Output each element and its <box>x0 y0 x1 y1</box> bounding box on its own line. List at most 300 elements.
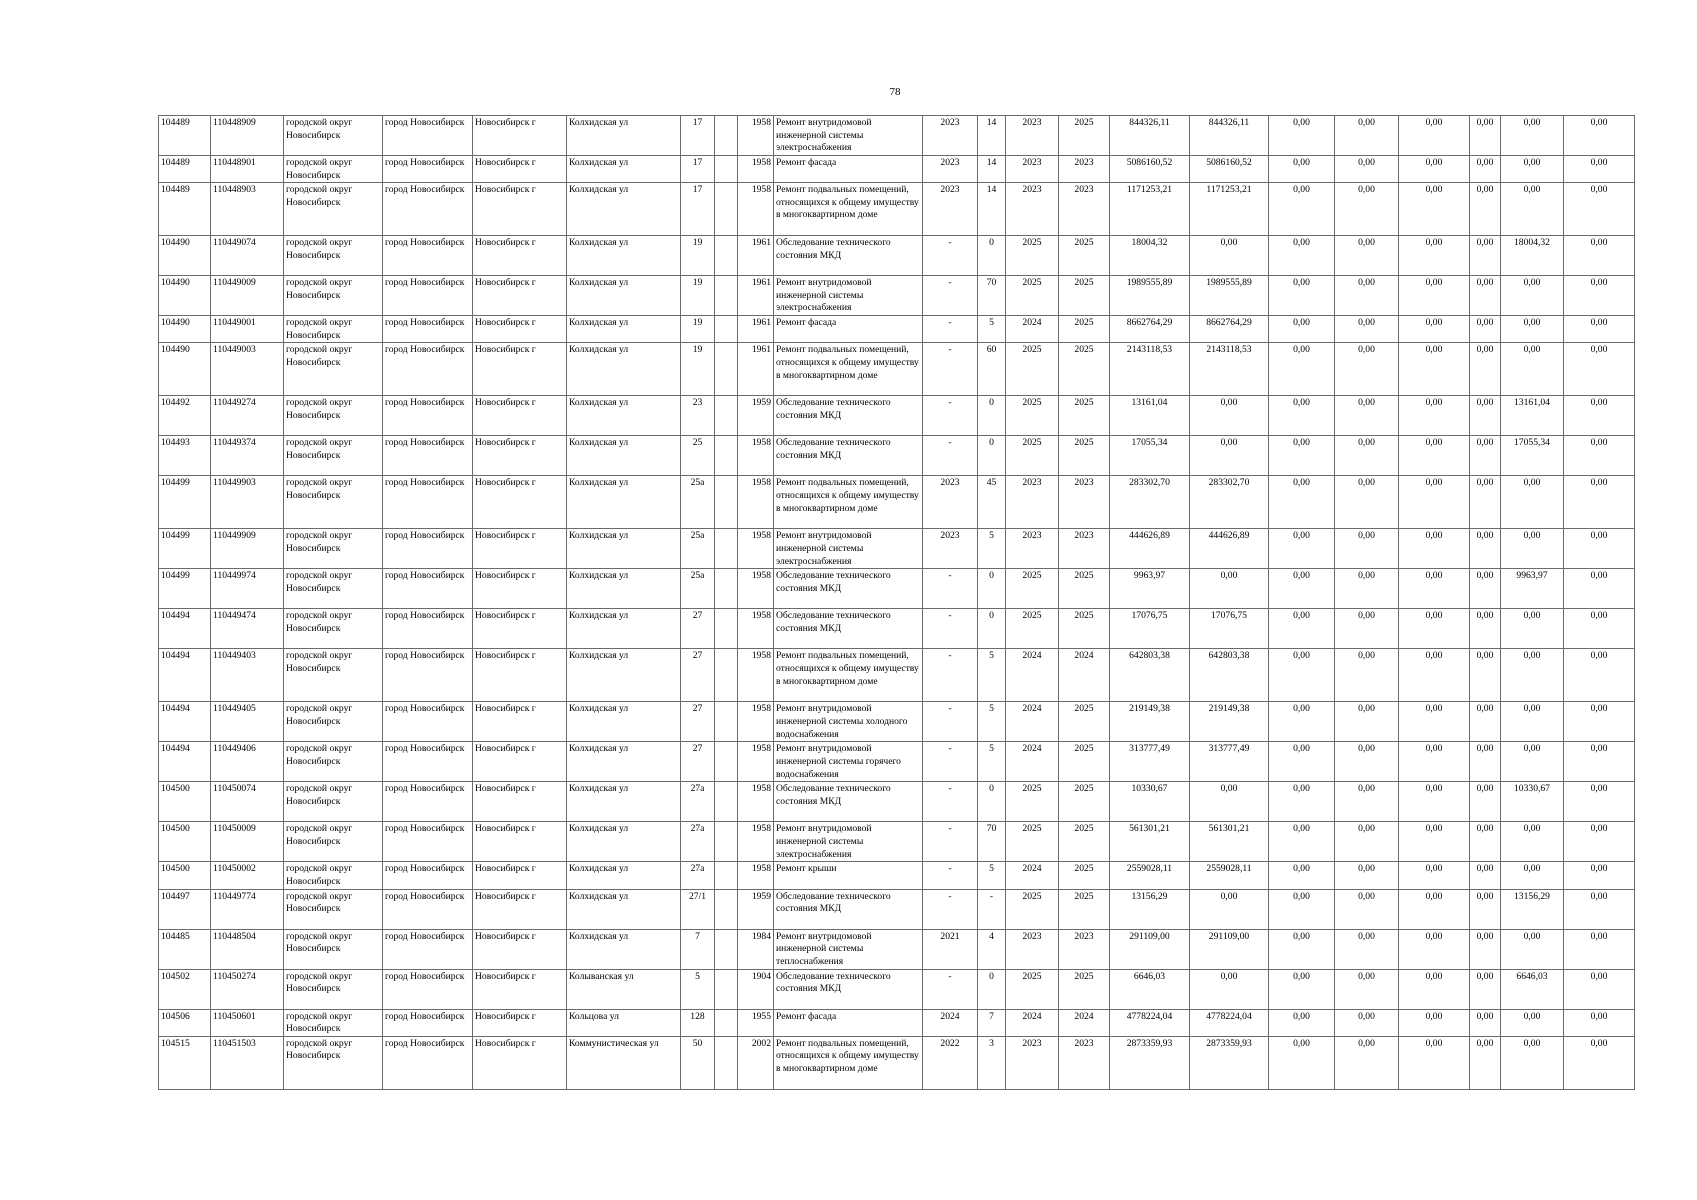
row-district: городской округ Новосибирск <box>284 529 383 569</box>
row-street: Колхидская ул <box>567 343 681 396</box>
row-value-6: 0,00 <box>1501 862 1564 889</box>
row-value-7: 0,00 <box>1564 782 1635 822</box>
row-building <box>715 969 738 1009</box>
row-value-4: 0,00 <box>1399 889 1470 929</box>
row-id: 104490 <box>159 276 211 316</box>
row-build-year: 1958 <box>738 183 774 236</box>
table-row <box>159 476 1635 529</box>
row-value-6: 0,00 <box>1501 116 1564 156</box>
row-id: 104490 <box>159 316 211 343</box>
row-last-repair-year: - <box>923 782 978 822</box>
row-code: 110449903 <box>211 476 284 529</box>
row-building <box>715 702 738 742</box>
row-value-1: 0,00 <box>1190 889 1269 929</box>
row-house-number: 5 <box>681 969 715 1009</box>
row-settlement: город Новосибирск <box>383 436 473 476</box>
row-id: 104494 <box>159 649 211 702</box>
row-value-4: 0,00 <box>1399 702 1470 742</box>
table-row <box>159 862 1635 889</box>
row-id: 104490 <box>159 236 211 276</box>
row-value-1: 2559028,11 <box>1190 862 1269 889</box>
row-value-7: 0,00 <box>1564 862 1635 889</box>
table-row <box>159 649 1635 702</box>
row-total-cost: 642803,38 <box>1110 649 1190 702</box>
row-id: 104497 <box>159 889 211 929</box>
row-value-1: 0,00 <box>1190 782 1269 822</box>
row-value-6: 13161,04 <box>1501 396 1564 436</box>
row-work-type: Ремонт фасада <box>774 1009 923 1036</box>
row-total-cost: 283302,70 <box>1110 476 1190 529</box>
row-building <box>715 782 738 822</box>
row-value-6: 0,00 <box>1501 822 1564 862</box>
row-city: Новосибирск г <box>473 156 567 183</box>
row-settlement: город Новосибирск <box>383 929 473 969</box>
row-district: городской округ Новосибирск <box>284 782 383 822</box>
row-street: Колыванская ул <box>567 969 681 1009</box>
row-building <box>715 116 738 156</box>
row-house-number: 17 <box>681 116 715 156</box>
row-value-7: 0,00 <box>1564 1009 1635 1036</box>
row-work-type: Ремонт внутридомовой инженерной системы электроснабжения <box>774 116 923 156</box>
row-settlement: город Новосибирск <box>383 343 473 396</box>
row-building <box>715 316 738 343</box>
row-city: Новосибирск г <box>473 116 567 156</box>
row-wear-percent: 0 <box>978 609 1006 649</box>
row-value-3: 0,00 <box>1335 529 1399 569</box>
row-last-repair-year: 2023 <box>923 476 978 529</box>
row-last-repair-year: - <box>923 969 978 1009</box>
row-value-6: 0,00 <box>1501 1009 1564 1036</box>
row-code: 110449001 <box>211 316 284 343</box>
row-build-year: 1961 <box>738 236 774 276</box>
row-settlement: город Новосибирск <box>383 1036 473 1089</box>
row-street: Колхидская ул <box>567 649 681 702</box>
row-wear-percent: 0 <box>978 236 1006 276</box>
row-work-type: Ремонт внутридомовой инженерной системы теплоснабжения <box>774 929 923 969</box>
row-code: 110449403 <box>211 649 284 702</box>
row-value-3: 0,00 <box>1335 822 1399 862</box>
row-last-repair-year: - <box>923 396 978 436</box>
row-district: городской округ Новосибирск <box>284 889 383 929</box>
row-plan-start-year: 2025 <box>1006 609 1059 649</box>
row-wear-percent: 5 <box>978 529 1006 569</box>
row-work-type: Обследование технического состояния МКД <box>774 889 923 929</box>
row-value-1: 219149,38 <box>1190 702 1269 742</box>
row-work-type: Обследование технического состояния МКД <box>774 396 923 436</box>
row-plan-start-year: 2025 <box>1006 236 1059 276</box>
row-value-2: 0,00 <box>1269 476 1335 529</box>
row-value-7: 0,00 <box>1564 529 1635 569</box>
row-wear-percent: 0 <box>978 569 1006 609</box>
row-house-number: 27а <box>681 782 715 822</box>
row-build-year: 1958 <box>738 436 774 476</box>
row-city: Новосибирск г <box>473 822 567 862</box>
row-id: 104499 <box>159 569 211 609</box>
row-work-type: Ремонт внутридомовой инженерной системы горячего водоснабжения <box>774 742 923 782</box>
row-code: 110449405 <box>211 702 284 742</box>
row-value-4: 0,00 <box>1399 609 1470 649</box>
row-city: Новосибирск г <box>473 742 567 782</box>
row-plan-start-year: 2023 <box>1006 476 1059 529</box>
row-building <box>715 929 738 969</box>
row-settlement: город Новосибирск <box>383 276 473 316</box>
row-house-number: 19 <box>681 276 715 316</box>
row-build-year: 1958 <box>738 649 774 702</box>
row-city: Новосибирск г <box>473 1036 567 1089</box>
row-plan-end-year: 2025 <box>1059 116 1110 156</box>
row-value-1: 0,00 <box>1190 969 1269 1009</box>
row-plan-start-year: 2024 <box>1006 862 1059 889</box>
table-row <box>159 969 1635 1009</box>
row-wear-percent: 5 <box>978 862 1006 889</box>
row-code: 110448901 <box>211 156 284 183</box>
row-house-number: 27а <box>681 862 715 889</box>
row-value-5: 0,00 <box>1470 862 1501 889</box>
row-city: Новосибирск г <box>473 569 567 609</box>
row-district: городской округ Новосибирск <box>284 116 383 156</box>
row-building <box>715 343 738 396</box>
row-value-6: 6646,03 <box>1501 969 1564 1009</box>
row-last-repair-year: 2023 <box>923 116 978 156</box>
row-work-type: Ремонт внутридомовой инженерной системы электроснабжения <box>774 529 923 569</box>
row-settlement: город Новосибирск <box>383 702 473 742</box>
row-settlement: город Новосибирск <box>383 862 473 889</box>
row-code: 110449974 <box>211 569 284 609</box>
row-value-1: 444626,89 <box>1190 529 1269 569</box>
row-value-1: 1989555,89 <box>1190 276 1269 316</box>
row-total-cost: 2873359,93 <box>1110 1036 1190 1089</box>
row-id: 104489 <box>159 116 211 156</box>
row-build-year: 1958 <box>738 156 774 183</box>
row-value-4: 0,00 <box>1399 476 1470 529</box>
row-total-cost: 18004,32 <box>1110 236 1190 276</box>
row-value-5: 0,00 <box>1470 609 1501 649</box>
row-total-cost: 291109,00 <box>1110 929 1190 969</box>
row-value-3: 0,00 <box>1335 569 1399 609</box>
row-last-repair-year: - <box>923 436 978 476</box>
row-total-cost: 1989555,89 <box>1110 276 1190 316</box>
row-value-1: 0,00 <box>1190 436 1269 476</box>
row-plan-start-year: 2025 <box>1006 276 1059 316</box>
row-house-number: 50 <box>681 1036 715 1089</box>
row-value-1: 4778224,04 <box>1190 1009 1269 1036</box>
row-build-year: 1955 <box>738 1009 774 1036</box>
row-house-number: 27 <box>681 742 715 782</box>
row-build-year: 1984 <box>738 929 774 969</box>
row-id: 104494 <box>159 742 211 782</box>
row-house-number: 25 <box>681 436 715 476</box>
row-value-1: 2873359,93 <box>1190 1036 1269 1089</box>
row-value-7: 0,00 <box>1564 1036 1635 1089</box>
row-value-1: 283302,70 <box>1190 476 1269 529</box>
row-total-cost: 4778224,04 <box>1110 1009 1190 1036</box>
row-value-5: 0,00 <box>1470 782 1501 822</box>
row-value-4: 0,00 <box>1399 862 1470 889</box>
row-building <box>715 183 738 236</box>
row-build-year: 2002 <box>738 1036 774 1089</box>
row-plan-start-year: 2023 <box>1006 929 1059 969</box>
row-building <box>715 649 738 702</box>
row-city: Новосибирск г <box>473 702 567 742</box>
row-value-7: 0,00 <box>1564 316 1635 343</box>
row-plan-end-year: 2025 <box>1059 343 1110 396</box>
row-city: Новосибирск г <box>473 782 567 822</box>
row-value-2: 0,00 <box>1269 236 1335 276</box>
table-container <box>158 115 1635 1090</box>
row-code: 110450074 <box>211 782 284 822</box>
row-total-cost: 2559028,11 <box>1110 862 1190 889</box>
row-street: Колхидская ул <box>567 742 681 782</box>
row-wear-percent: 5 <box>978 742 1006 782</box>
row-value-6: 0,00 <box>1501 316 1564 343</box>
row-value-7: 0,00 <box>1564 969 1635 1009</box>
row-city: Новосибирск г <box>473 183 567 236</box>
row-plan-start-year: 2023 <box>1006 156 1059 183</box>
row-settlement: город Новосибирск <box>383 116 473 156</box>
row-value-7: 0,00 <box>1564 343 1635 396</box>
row-value-4: 0,00 <box>1399 436 1470 476</box>
row-district: городской округ Новосибирск <box>284 1036 383 1089</box>
row-value-3: 0,00 <box>1335 316 1399 343</box>
row-settlement: город Новосибирск <box>383 396 473 436</box>
row-last-repair-year: - <box>923 889 978 929</box>
row-code: 110448903 <box>211 183 284 236</box>
row-code: 110451503 <box>211 1036 284 1089</box>
row-value-2: 0,00 <box>1269 782 1335 822</box>
row-city: Новосибирск г <box>473 969 567 1009</box>
row-work-type: Обследование технического состояния МКД <box>774 436 923 476</box>
row-value-3: 0,00 <box>1335 862 1399 889</box>
row-plan-start-year: 2025 <box>1006 822 1059 862</box>
row-street: Колхидская ул <box>567 476 681 529</box>
row-build-year: 1958 <box>738 702 774 742</box>
row-value-4: 0,00 <box>1399 396 1470 436</box>
row-settlement: город Новосибирск <box>383 183 473 236</box>
row-work-type: Ремонт подвальных помещений, относящихся к общему имуществу в многоквартирном доме <box>774 183 923 236</box>
row-value-7: 0,00 <box>1564 476 1635 529</box>
row-district: городской округ Новосибирск <box>284 822 383 862</box>
row-street: Коммунистическая ул <box>567 1036 681 1089</box>
row-value-5: 0,00 <box>1470 316 1501 343</box>
row-building <box>715 529 738 569</box>
row-plan-start-year: 2024 <box>1006 702 1059 742</box>
row-value-5: 0,00 <box>1470 436 1501 476</box>
row-value-6: 0,00 <box>1501 529 1564 569</box>
row-value-1: 0,00 <box>1190 236 1269 276</box>
row-value-2: 0,00 <box>1269 1036 1335 1089</box>
row-plan-end-year: 2025 <box>1059 396 1110 436</box>
row-id: 104494 <box>159 609 211 649</box>
row-value-5: 0,00 <box>1470 183 1501 236</box>
row-value-2: 0,00 <box>1269 569 1335 609</box>
row-id: 104500 <box>159 822 211 862</box>
row-district: городской округ Новосибирск <box>284 396 383 436</box>
row-value-1: 561301,21 <box>1190 822 1269 862</box>
row-id: 104485 <box>159 929 211 969</box>
row-plan-end-year: 2025 <box>1059 436 1110 476</box>
row-street: Колхидская ул <box>567 702 681 742</box>
row-plan-end-year: 2024 <box>1059 649 1110 702</box>
table-body <box>159 116 1635 1090</box>
row-value-3: 0,00 <box>1335 476 1399 529</box>
row-code: 110449003 <box>211 343 284 396</box>
row-plan-end-year: 2023 <box>1059 156 1110 183</box>
row-wear-percent: - <box>978 889 1006 929</box>
row-value-5: 0,00 <box>1470 822 1501 862</box>
row-house-number: 27а <box>681 822 715 862</box>
row-building <box>715 1036 738 1089</box>
row-wear-percent: 60 <box>978 343 1006 396</box>
row-value-2: 0,00 <box>1269 822 1335 862</box>
row-value-5: 0,00 <box>1470 742 1501 782</box>
row-value-7: 0,00 <box>1564 276 1635 316</box>
row-value-3: 0,00 <box>1335 276 1399 316</box>
row-value-7: 0,00 <box>1564 236 1635 276</box>
row-street: Колхидская ул <box>567 529 681 569</box>
row-work-type: Ремонт подвальных помещений, относящихся к общему имуществу в многоквартирном доме <box>774 1036 923 1089</box>
row-building <box>715 822 738 862</box>
row-plan-end-year: 2025 <box>1059 702 1110 742</box>
row-house-number: 27 <box>681 649 715 702</box>
row-house-number: 27 <box>681 702 715 742</box>
row-build-year: 1958 <box>738 529 774 569</box>
row-value-2: 0,00 <box>1269 742 1335 782</box>
row-value-5: 0,00 <box>1470 889 1501 929</box>
row-value-2: 0,00 <box>1269 276 1335 316</box>
row-value-5: 0,00 <box>1470 649 1501 702</box>
table-row <box>159 183 1635 236</box>
row-value-4: 0,00 <box>1399 649 1470 702</box>
row-plan-start-year: 2025 <box>1006 969 1059 1009</box>
row-work-type: Ремонт крыши <box>774 862 923 889</box>
row-street: Колхидская ул <box>567 316 681 343</box>
row-plan-end-year: 2025 <box>1059 822 1110 862</box>
row-settlement: город Новосибирск <box>383 609 473 649</box>
row-plan-start-year: 2024 <box>1006 649 1059 702</box>
row-value-4: 0,00 <box>1399 929 1470 969</box>
row-value-3: 0,00 <box>1335 396 1399 436</box>
row-value-7: 0,00 <box>1564 649 1635 702</box>
row-plan-end-year: 2025 <box>1059 862 1110 889</box>
row-value-5: 0,00 <box>1470 343 1501 396</box>
table-row <box>159 396 1635 436</box>
table-row <box>159 316 1635 343</box>
row-settlement: город Новосибирск <box>383 889 473 929</box>
row-district: городской округ Новосибирск <box>284 702 383 742</box>
row-settlement: город Новосибирск <box>383 742 473 782</box>
row-value-7: 0,00 <box>1564 396 1635 436</box>
row-build-year: 1958 <box>738 116 774 156</box>
row-value-1: 313777,49 <box>1190 742 1269 782</box>
row-value-6: 0,00 <box>1501 276 1564 316</box>
row-value-3: 0,00 <box>1335 649 1399 702</box>
row-house-number: 17 <box>681 183 715 236</box>
row-build-year: 1958 <box>738 742 774 782</box>
row-id: 104493 <box>159 436 211 476</box>
row-code: 110449774 <box>211 889 284 929</box>
row-last-repair-year: - <box>923 236 978 276</box>
row-street: Колхидская ул <box>567 862 681 889</box>
row-value-5: 0,00 <box>1470 529 1501 569</box>
row-value-1: 844326,11 <box>1190 116 1269 156</box>
row-id: 104494 <box>159 702 211 742</box>
row-plan-end-year: 2025 <box>1059 569 1110 609</box>
row-work-type: Обследование технического состояния МКД <box>774 236 923 276</box>
row-value-4: 0,00 <box>1399 969 1470 1009</box>
row-last-repair-year: 2023 <box>923 183 978 236</box>
row-code: 110448909 <box>211 116 284 156</box>
row-city: Новосибирск г <box>473 276 567 316</box>
row-value-5: 0,00 <box>1470 969 1501 1009</box>
row-code: 110449074 <box>211 236 284 276</box>
row-value-6: 0,00 <box>1501 183 1564 236</box>
row-work-type: Ремонт внутридомовой инженерной системы электроснабжения <box>774 822 923 862</box>
row-value-7: 0,00 <box>1564 116 1635 156</box>
row-street: Колхидская ул <box>567 436 681 476</box>
row-build-year: 1958 <box>738 569 774 609</box>
row-value-3: 0,00 <box>1335 183 1399 236</box>
row-value-3: 0,00 <box>1335 1009 1399 1036</box>
row-build-year: 1961 <box>738 276 774 316</box>
row-build-year: 1904 <box>738 969 774 1009</box>
row-total-cost: 17076,75 <box>1110 609 1190 649</box>
row-last-repair-year: - <box>923 742 978 782</box>
row-build-year: 1958 <box>738 609 774 649</box>
row-last-repair-year: - <box>923 569 978 609</box>
row-building <box>715 862 738 889</box>
row-value-1: 0,00 <box>1190 396 1269 436</box>
capital-repair-table <box>158 115 1635 1090</box>
row-house-number: 19 <box>681 236 715 276</box>
row-build-year: 1958 <box>738 822 774 862</box>
row-total-cost: 5086160,52 <box>1110 156 1190 183</box>
row-building <box>715 609 738 649</box>
row-total-cost: 6646,03 <box>1110 969 1190 1009</box>
row-value-1: 17076,75 <box>1190 609 1269 649</box>
table-row <box>159 436 1635 476</box>
row-value-6: 9963,97 <box>1501 569 1564 609</box>
row-id: 104499 <box>159 476 211 529</box>
row-district: городской округ Новосибирск <box>284 742 383 782</box>
row-plan-end-year: 2025 <box>1059 276 1110 316</box>
row-value-3: 0,00 <box>1335 236 1399 276</box>
row-building <box>715 436 738 476</box>
row-city: Новосибирск г <box>473 929 567 969</box>
table-row <box>159 1036 1635 1089</box>
row-id: 104489 <box>159 156 211 183</box>
row-settlement: город Новосибирск <box>383 236 473 276</box>
row-building <box>715 236 738 276</box>
table-row <box>159 609 1635 649</box>
row-code: 110450601 <box>211 1009 284 1036</box>
row-plan-start-year: 2023 <box>1006 183 1059 236</box>
row-value-2: 0,00 <box>1269 1009 1335 1036</box>
row-id: 104490 <box>159 343 211 396</box>
row-plan-end-year: 2023 <box>1059 1036 1110 1089</box>
table-row <box>159 116 1635 156</box>
row-plan-end-year: 2025 <box>1059 782 1110 822</box>
row-city: Новосибирск г <box>473 476 567 529</box>
row-work-type: Ремонт подвальных помещений, относящихся к общему имуществу в многоквартирном доме <box>774 343 923 396</box>
row-street: Кольцова ул <box>567 1009 681 1036</box>
row-value-7: 0,00 <box>1564 156 1635 183</box>
row-value-4: 0,00 <box>1399 569 1470 609</box>
row-street: Колхидская ул <box>567 396 681 436</box>
row-value-2: 0,00 <box>1269 183 1335 236</box>
row-settlement: город Новосибирск <box>383 156 473 183</box>
row-district: городской округ Новосибирск <box>284 316 383 343</box>
row-total-cost: 10330,67 <box>1110 782 1190 822</box>
